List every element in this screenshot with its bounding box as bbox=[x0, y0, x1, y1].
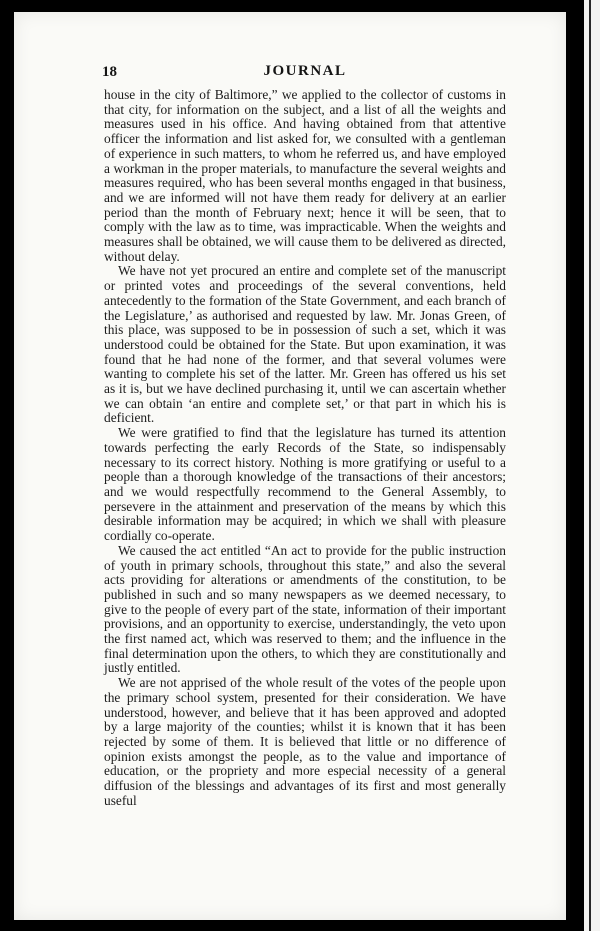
page-number: 18 bbox=[102, 64, 117, 80]
page-header bbox=[100, 60, 510, 84]
scan-border bbox=[566, 12, 584, 920]
paragraph: house in the city of Baltimore,” we applied to the collector of customs in that city, for information on the subject, and a list of all the weights and measures used in his office. And having obtained from that attentive officer the information and list asked for, we consulted with a gentleman of experience in such matters, to whom he referred us, and have employed a workman in the proper materials, to manufacture the several weights and measures required, who has been several months engaged in that business, and we are informed will not have them ready for delivery at an earlier period than the month of February next; hence it will be seen, that to comply with the law as to time, was impracticable. When the weights and measures shall be obtained, we will cause them to be delivered as directed, without delay. bbox=[104, 87, 506, 264]
paragraph: We were gratified to find that the legislature has turned its attention towards perfecting the early Records of the State, so indispensably necessary to its correct history. Nothing is more gratifying or useful to a people than a thorough knowledge of the transactions of their ancestors; and we would respectfully recommend to the General Assembly, to persevere in the attainment and preservation of the means by which this desirable information may be acquired; in which we shall with pleasure cordially co-operate. bbox=[104, 425, 506, 544]
paragraph: We caused the act entitled “An act to provide for the public instruction of youth in primary schools, throughout this state,” and also the several acts providing for alterations or amendments of the constitution, to be published in such and so many newspapers as we deemed necessary, to give to the people of every part of the state, information of their important provisions, and an opportunity to exercise, understandingly, the veto upon the first named act, which was reserved to them; and the influence in the final determination upon the others, to which they are constitutionally and justly entitled. bbox=[104, 542, 506, 676]
body-text bbox=[104, 88, 506, 808]
paragraph: We are not apprised of the whole result of the votes of the people upon the primary school system, presented for their consideration. We have understood, however, and believe that it has been approved and adopted by a large majority of the counties; whilst it is known that it has been rejected by some of them. It is believed that little or no difference of opinion exists amongst the people, as to the value and importance of education, or the propriety and more especial necessity of a general diffusion of the blessings and advantages of its first and most generally useful bbox=[104, 675, 506, 808]
adjacent-page-strip bbox=[584, 0, 600, 931]
running-head: JOURNAL bbox=[263, 63, 347, 79]
paragraph: We have not yet procured an entire and complete set of the manuscript or printed votes and proceedings of the several conventions, held antecedently to the formation of the State Government, and each branch of the Legislature,’ as authorised and requested by law. Mr. Jonas Green, of this place, was supposed to be in possession of such a set, which it was understood could be obtained for the State. But upon examination, it was found that he had none of the former, and that several volumes were wanting to complete his set of the latter. Mr. Green has offered us his set as it is, but we have declined purchasing it, until we can ascertain whether we can obtain ‘an entire and complete set,’ or that part in which his is deficient. bbox=[104, 263, 506, 426]
gutter-line bbox=[589, 0, 591, 931]
